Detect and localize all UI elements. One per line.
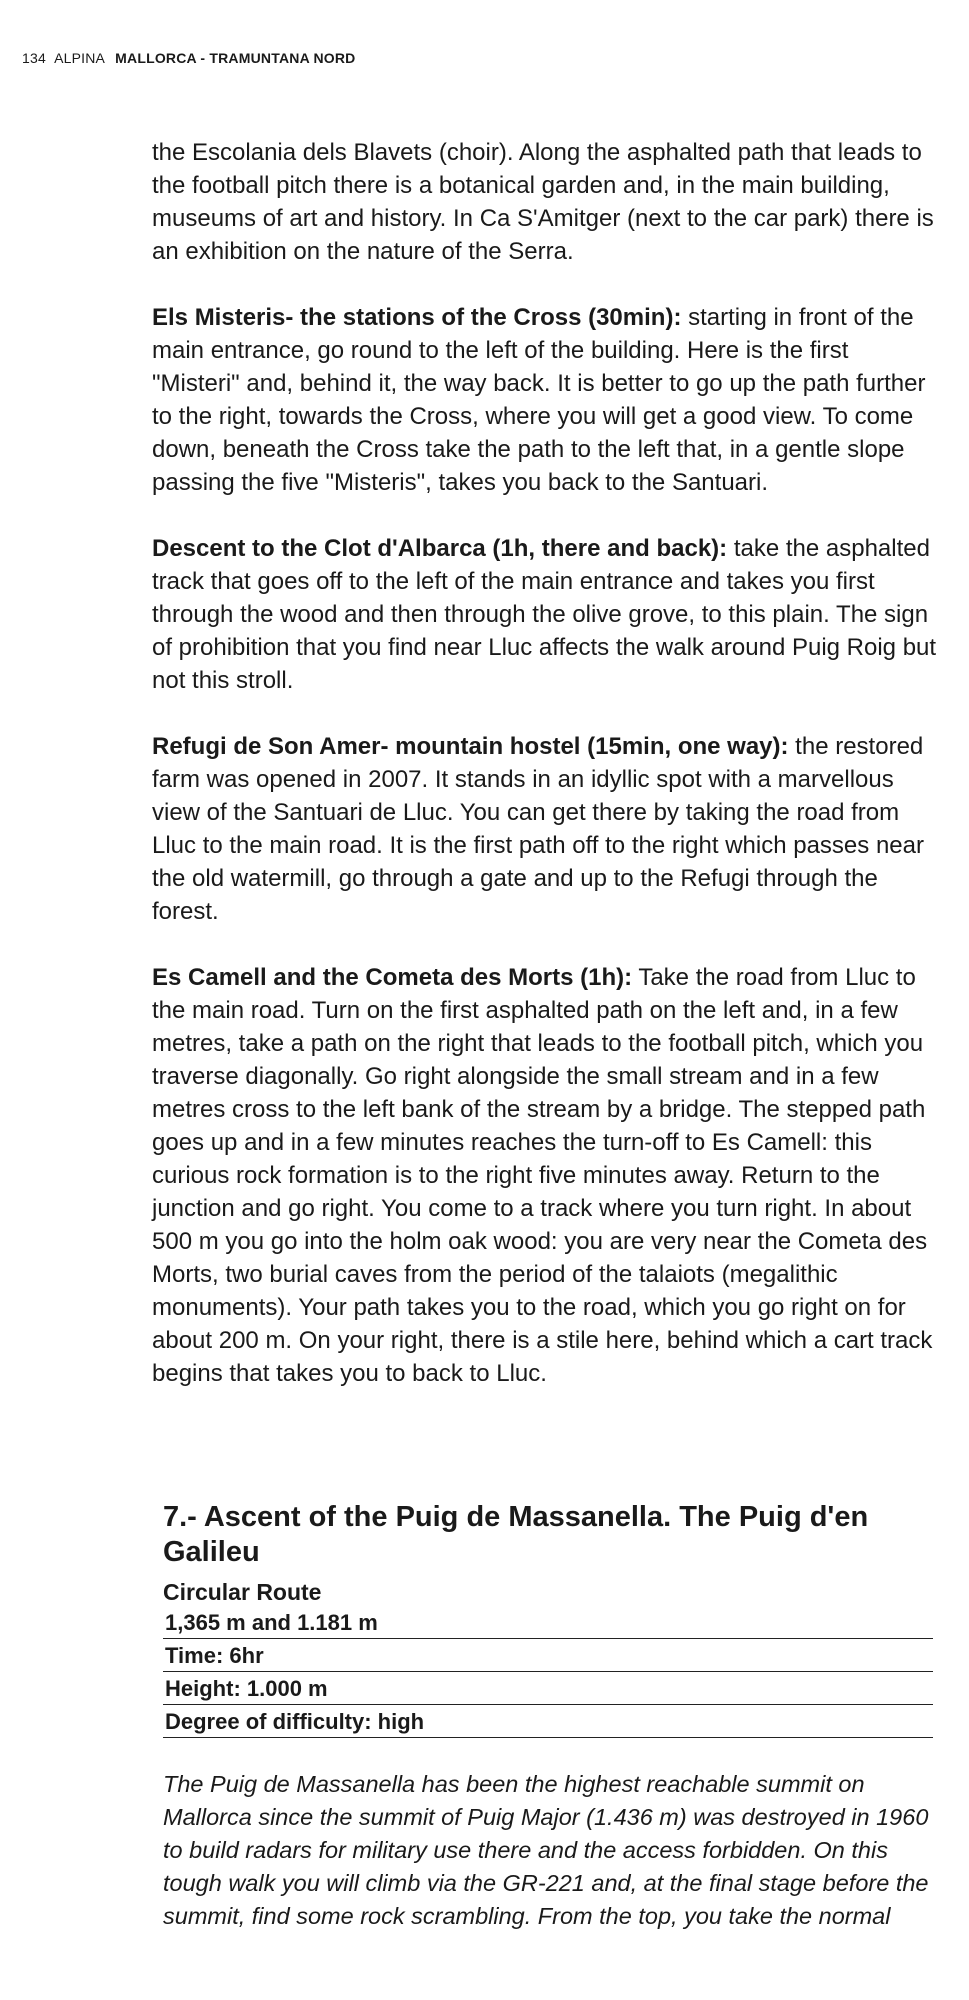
route-info-altitudes: 1,365 m and 1.181 m xyxy=(163,1608,933,1639)
paragraph-heading: Descent to the Clot d'Albarca (1h, there and back): xyxy=(152,535,728,562)
route-info-difficulty: Degree of difficulty: high xyxy=(163,1707,933,1738)
paragraph-text: starting in front of the main entrance, go round to the left of the building. Here is the first "Misteri" and, behind it, the way back. It is better to go up the path further to the right, towards the Cross, where you will get a good view. To come down, beneath the Cross take the path to the left that, in a gentle slope passing the five "Misteris", takes you back to the Santuari. xyxy=(152,304,926,496)
paragraph-es-camell xyxy=(152,961,942,1390)
page-number: 134 xyxy=(22,50,46,66)
route-subtitle: Circular Route xyxy=(163,1579,322,1605)
paragraph-text: the Escolania dels Blavets (choir). Along the asphalted path that leads to the football pitch there is a botanical garden and, in the main building, museums of art and history. In Ca S'Amitger (next to the car park) there is an exhibition on the nature of the Serra. xyxy=(152,139,934,265)
paragraph-intro xyxy=(152,136,942,268)
paragraph-text: the restored farm was opened in 2007. It stands in an idyllic spot with a marvellous view of the Santuari de Lluc. You can get there by taking the road from Lluc to the main road. It is the first path off to the right which passes near the old watermill, go through a gate and up to the Refugi through the forest. xyxy=(152,733,924,925)
route-title: 7.- Ascent of the Puig de Massanella. The Puig d'en Galileu xyxy=(163,1501,869,1568)
paragraph-heading: Refugi de Son Amer- mountain hostel (15min, one way): xyxy=(152,733,789,760)
route-info-time: Time: 6hr xyxy=(163,1641,933,1672)
paragraph-heading: Es Camell and the Cometa des Morts (1h): xyxy=(152,964,633,991)
route-section xyxy=(163,1500,933,1933)
header-brand: ALPINA xyxy=(54,50,106,66)
paragraph-clot-albarca xyxy=(152,532,942,697)
body-text xyxy=(152,136,942,1423)
paragraph-refugi-son-amer xyxy=(152,730,942,928)
header-title: MALLORCA - TRAMUNTANA NORD xyxy=(115,50,356,66)
paragraph-text: Take the road from Lluc to the main road. Turn on the first asphalted path on the left and, in a few metres, take a path on the right that leads to the football pitch, which you traverse diagonally. Go right alongside the small stream and in a few metres cross to the left bank of the stream by a bridge. The stepped path goes up and in a few minutes reaches the turn-off to Es Camell: this curious rock formation is to the right five minutes away. Return to the junction and go right. You come to a track where you turn right. In about 500 m you go into the holm oak wood: you are very near the Cometa des Morts, two burial caves from the period of the talaiots (megalithic monuments). Your path takes you to the road, which you go right on for about 200 m. On your right, there is a stile here, behind which a cart track begins that takes you to back to Lluc. xyxy=(152,964,933,1387)
route-intro: The Puig de Massanella has been the highest reachable summit on Mallorca since the summit of Puig Major (1.436 m) was destroyed in 1960 to build radars for military use there and the access forbidden. On this tough walk you will climb via the GR-221 and, at the final stage before the summit, find some rock scrambling. From the top, you take the normal xyxy=(163,1771,929,1929)
route-info-height: Height: 1.000 m xyxy=(163,1674,933,1705)
running-header xyxy=(22,50,355,66)
paragraph-misteris xyxy=(152,301,942,499)
paragraph-heading: Els Misteris- the stations of the Cross (30min): xyxy=(152,304,682,331)
paragraph-text: take the asphalted track that goes off to the left of the main entrance and takes you first through the wood and then through the olive grove, to this plain. The sign of prohibition that you find near Lluc affects the walk around Puig Roig but not this stroll. xyxy=(152,535,937,694)
